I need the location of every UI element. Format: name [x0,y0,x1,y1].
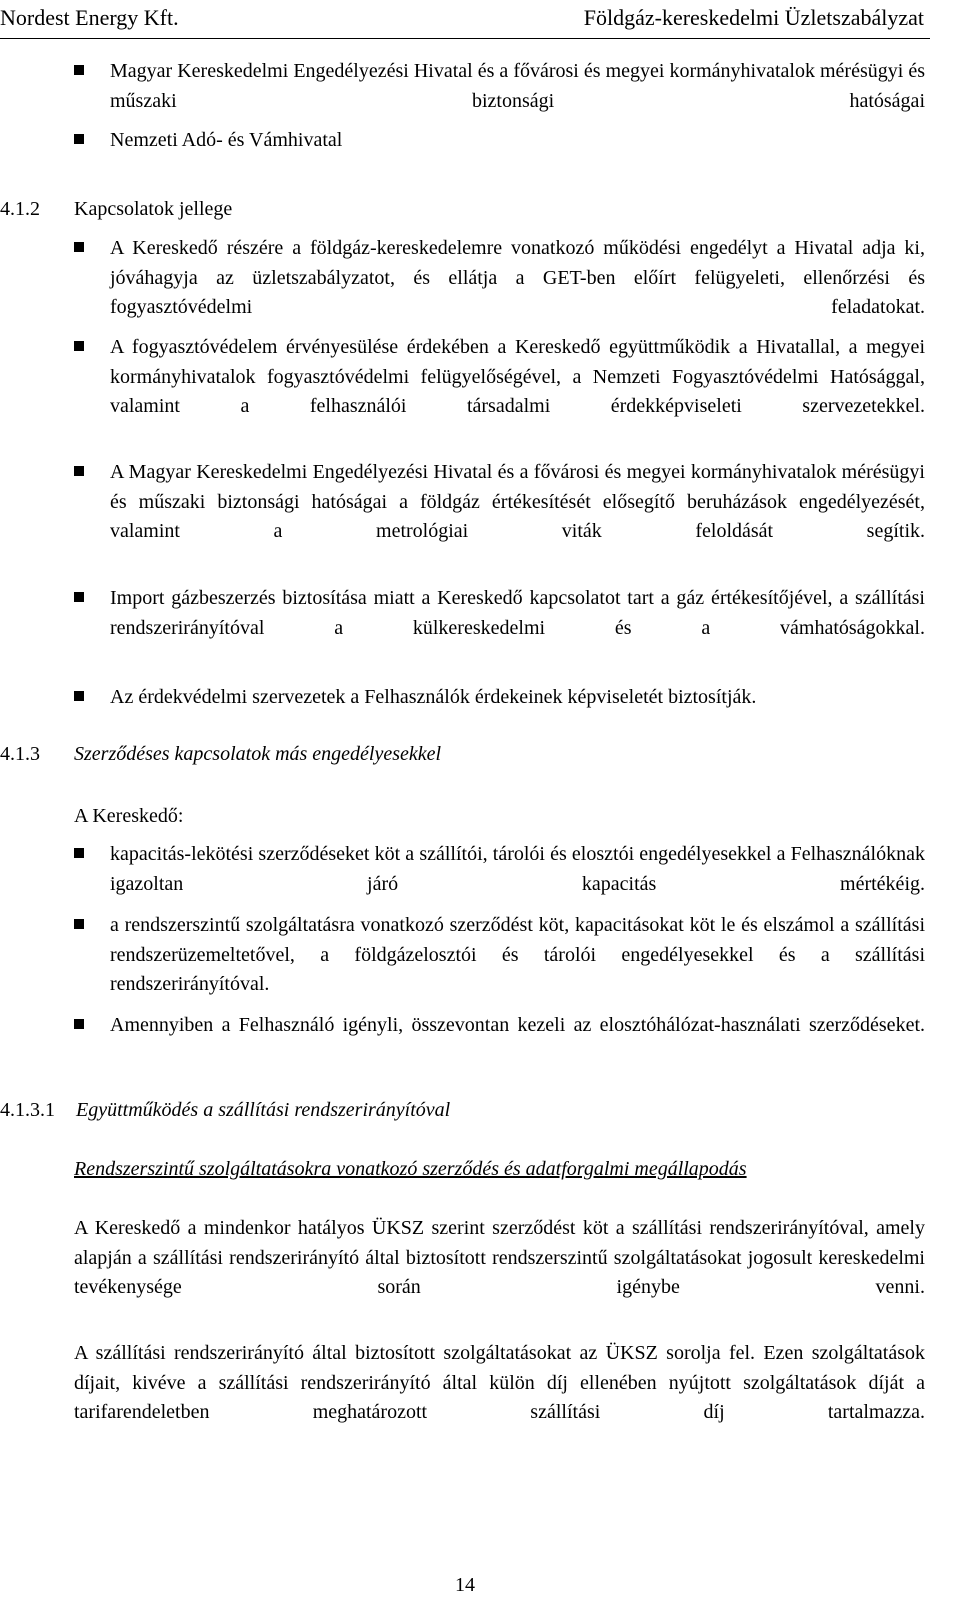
section-number: 4.1.3.1 [0,1099,55,1121]
bullet-icon [74,919,84,929]
section-title: Együttműködés a szállítási rendszerirányítóval [76,1099,451,1121]
subsection-subtitle: Rendszerszintű szolgáltatásokra vonatkozó szerződés és adatforgalmi megállapodás [74,1158,747,1180]
section-heading-4-1-3 [0,740,441,770]
bullet-icon [74,848,84,858]
section-heading-4-1-2 [0,195,232,225]
header-divider [0,38,930,39]
bullet-icon [74,691,84,701]
bullet-icon [74,341,84,351]
header-company: Nordest Energy Kft. [0,5,179,30]
list-item: Magyar Kereskedelmi Engedélyezési Hivatal és a fővárosi és megyei kormányhivatalok mérésügyi és műszaki biztonsági hatóságai [110,60,925,112]
list-item: A Magyar Kereskedelmi Engedélyezési Hivatal és a fővárosi és megyei kormányhivatalok mérésügyi és műszaki biztonsági hatóságai a földgáz értékesítését elősegítő beruházások engedélyezését, valamint a metrológiai viták feloldását segítik. [110,461,925,542]
bullet-icon [74,65,84,75]
page-number: 14 [455,1574,475,1596]
paragraph: A szállítási rendszerirányító által biztosított szolgáltatásokat az ÜKSZ sorolja fel. Ezen szolgáltatások díjait, kivéve a szállítási rendszerirányító által külön díj ellenében nyújtott szolgáltatások díját a tarifarendeletben meghatározott szállítási díj tartalmazza. [74,1342,925,1423]
list-item: Amennyiben a Felhasználó igényli, összevontan kezeli az elosztóhálózat-használati szerződéseket. [110,1014,925,1036]
paragraph: A Kereskedő a mindenkor hatályos ÜKSZ szerint szerződést köt a szállítási rendszerirányítóval, amely alapján a szállítási rendszerirányító által biztosított rendszerszintű szolgáltatásokat jogosult kereskedelmi tevékenysége során igénybe venni. [74,1217,925,1298]
list-item: A Kereskedő részére a földgáz-kereskedelemre vonatkozó működési engedélyt a Hivatal adja ki, jóváhagyja az üzletszabályzatot, és ellátja a GET-ben előírt felügyeleti, ellenőrzési és fogyasztóvédelmi feladatokat. [110,237,925,318]
section-title: Szerződéses kapcsolatok más engedélyesekkel [74,743,442,765]
list-item: A fogyasztóvédelem érvényesülése érdekében a Kereskedő együttműködik a Hivatallal, a megyei kormányhivatalok fogyasztóvédelmi felügyelőségével, a Nemzeti Fogyasztóvédelmi Hatósággal, valamint a felhasználói társadalmi érdekképviseleti szervezetekkel. [110,336,925,417]
header-document-title: Földgáz-kereskedelmi Üzletszabályzat [583,5,924,30]
bullet-icon [74,466,84,476]
intro-text: A Kereskedő: [74,805,184,827]
bullet-icon [74,592,84,602]
list-item: Nemzeti Adó- és Vámhivatal [110,129,343,151]
section-heading-4-1-3-1 [0,1096,450,1126]
list-item: a rendszerszintű szolgáltatásra vonatkozó szerződést köt, kapacitásokat köt le és elszámol a szállítási rendszerüzemeltetővel, a földgázelosztói és tárolói engedélyesekkel és a szállítási rendszerirányítóval. [110,914,925,995]
section-title: Kapcsolatok jellege [74,198,233,220]
section-number: 4.1.3 [0,743,40,765]
bullet-icon [74,134,84,144]
section-number: 4.1.2 [0,198,40,220]
bullet-icon [74,242,84,252]
list-item: kapacitás-lekötési szerződéseket köt a szállítói, tárolói és elosztói engedélyesekkel a Felhasználóknak igazoltan járó kapacitás mértékéig. [110,843,925,895]
list-item: Az érdekvédelmi szervezetek a Felhasználók érdekeinek képviseletét biztosítják. [110,686,757,708]
list-item: Import gázbeszerzés biztosítása miatt a Kereskedő kapcsolatot tart a gáz értékesítőjével, a szállítási rendszerirányítóval a külkereskedelmi és a vámhatóságokkal. [110,587,925,639]
bullet-icon [74,1019,84,1029]
